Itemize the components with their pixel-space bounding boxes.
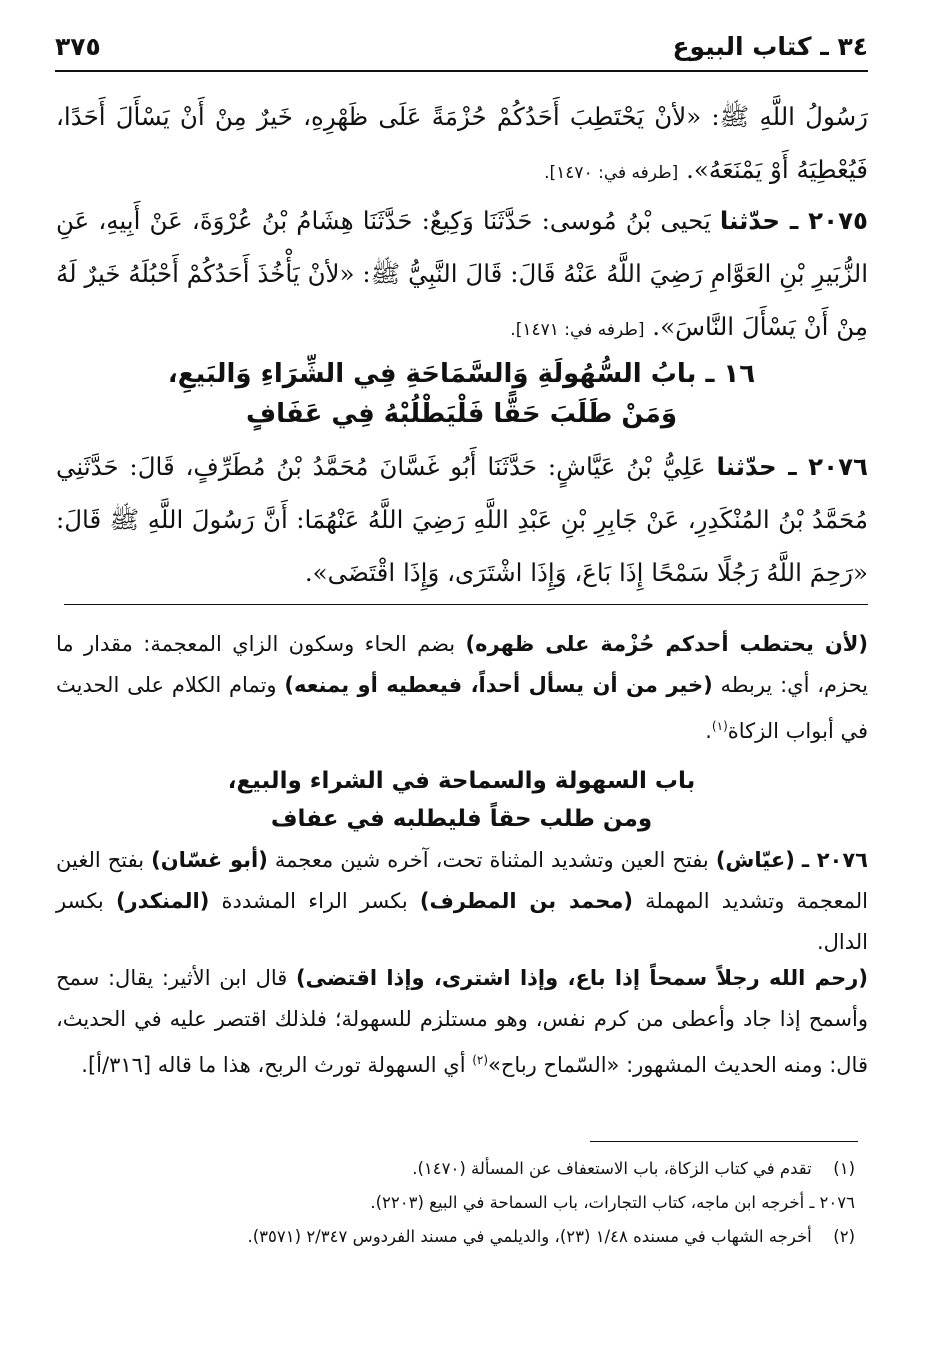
footnote-ref: (٢)	[472, 1053, 489, 1067]
chapter-title-line-2: ومن طلب حقاً فليطلبه في عفاف	[270, 806, 653, 832]
commentary-separator	[64, 604, 868, 605]
quoted-phrase: (عيّاش)	[715, 848, 795, 872]
page-header	[55, 30, 868, 72]
footnote-text: تقدم في كتاب الزكاة، باب الاستعفاف عن المسألة (١٤٧٠).	[412, 1159, 812, 1178]
chapter-title-line-1: باب السهولة والسماحة في الشراء والبيع،	[227, 768, 696, 794]
commentary-number: ٢٠٧٦ ـ	[801, 848, 869, 872]
commentary-text: قال ابن الأثير: يقال: سمح وأسمح إذا جاد وأعطى من كرم نفس، وهو مستلزم للسهولة؛ فلذلك اقتصر عليه في الحديث، قال: ومنه الحديث المشهور: «السّماح رباح»	[56, 966, 868, 1077]
footnote	[85, 1154, 855, 1184]
quoted-phrase: (محمد بن المطرف)	[419, 889, 633, 913]
commentary-text: بفتح الغين المعجمة وتشديد المهملة	[56, 848, 868, 913]
footnote-label: (١)	[833, 1159, 855, 1178]
hadith-2076	[56, 440, 868, 599]
book-title: ٣٤ ـ كتاب البيوع	[672, 32, 868, 61]
hadith-continuation	[56, 90, 868, 200]
commentary-text: بفتح العين وتشديد المثناة تحت، آخره شين معجمة	[267, 848, 716, 872]
hadith-text: يَحيى بْنُ مُوسى: حَدَّثَنَا وَكِيعٌ: حَدَّثَنَا هِشَامُ بْنُ عُرْوَةَ، عَنْ أَبِيهِ، عَنِ الزُّبَيرِ بْنِ العَوَّامِ رَضِيَ اللَّهُ عَنْهُ قَالَ: قَالَ النَّبِيُّ ﷺ: «لأنْ يَأْخُذَ أَحَدُكُمْ أَحْبُلَهُ خَيرٌ لَهُ مِنْ أَنْ يَسْأَلَ النَّاسَ».	[56, 206, 868, 341]
hadith-text: عَلِيُّ بْنُ عَيَّاشٍ: حَدَّثَنَا أَبُو غَسَّانَ مُحَمَّدُ بْنُ مُطَرِّفٍ، قَالَ: حَدَّثَنِي مُحَمَّدُ بْنُ المُنْكَدِرِ، عَنْ جَابِرِ بْنِ عَبْدِ اللَّهِ رَضِيَ اللَّهُ عَنْهُمَا: أَنَّ رَسُولَ اللَّهِ ﷺ قَالَ: «رَحِمَ اللَّهُ رَجُلًا سَمْحًا إِذَا بَاعَ، وَإِذَا اشْتَرَى، وَإِذَا اقْتَضَى».	[56, 452, 868, 587]
commentary-2076	[56, 840, 868, 963]
quoted-phrase: (أبو غسّان)	[151, 848, 268, 872]
tarf-reference: [طرفه في: ١٤٧٠].	[544, 163, 679, 183]
commentary-paragraph	[56, 624, 868, 752]
footnote-text: أخرجه ابن ماجه، كتاب التجارات، باب السماحة في البيع (٢٢٠٣).	[370, 1193, 805, 1212]
hadith-text: رَسُولُ اللَّهِ ﷺ: «لأنْ يَحْتَطِبَ أَحَدُكُمْ حُزْمَةً عَلَى ظَهْرِهِ، خَيرٌ مِنْ أَنْ يَسْأَلَ أَحَدًا، فَيُعْطِيَهُ أَوْ يَمْنَعَهُ».	[56, 102, 868, 184]
footnote-label: ٢٠٧٦ ـ	[809, 1193, 855, 1212]
commentary-text: بضم الحاء وسكون الزاي المعجمة: مقدار ما يحزم، أي: يربطه	[56, 632, 868, 697]
footnote-label: (٢)	[833, 1227, 855, 1246]
commentary-text: أي السهولة تورث الربح، هذا ما قاله [٣١٦/أ].	[81, 1053, 473, 1077]
quoted-phrase: (رحم الله رجلاً سمحاً إذا باع، وإذا اشترى، وإذا اقتضى)	[295, 966, 868, 990]
chapter-title-line-2: وَمَنْ طَلَبَ حَقًّا فَلْيَطْلُبْهُ فِي عَفَافٍ	[245, 399, 678, 429]
commentary-paragraph	[56, 958, 868, 1086]
quoted-phrase: (خير من أن يسأل أحداً، فيعطيه أو يمنعه)	[284, 673, 713, 697]
chapter-title-line-1: ١٦ ـ بابُ السُّهُولَةِ وَالسَّمَاحَةِ فِي الشِّرَاءِ وَالبَيعِ،	[167, 359, 756, 389]
footnote-ref: (١)	[711, 719, 728, 733]
hadith-2075	[56, 194, 868, 357]
chapter-heading	[55, 354, 868, 434]
commentary-text: .	[705, 719, 712, 743]
tarf-reference: [طرفه في: ١٤٧١].	[510, 320, 645, 340]
commentary-text: بكسر الدال.	[56, 889, 868, 954]
quoted-phrase: (المنكدر)	[115, 889, 210, 913]
quoted-phrase: (لأن يحتطب أحدكم حُزْمة على ظهره)	[465, 632, 869, 656]
hadith-number: ٢٠٧٦ ـ حدّثنا	[716, 452, 868, 481]
commentary-chapter-heading	[55, 762, 868, 838]
commentary-text: بكسر الراء المشددة	[209, 889, 420, 913]
footnote	[85, 1222, 855, 1252]
hadith-number: ٢٠٧٥ ـ حدّثنا	[719, 206, 868, 235]
page-number: ٣٧٥	[55, 32, 101, 61]
footnote-text: أخرجه الشهاب في مسنده ١/٤٨ (٢٣)، والديلمي في مسند الفردوس ٢/٣٤٧ (٣٥٧١).	[247, 1227, 812, 1246]
footnote-separator	[590, 1141, 858, 1142]
commentary-text: وتمام الكلام على الحديث في أبواب الزكاة	[56, 673, 868, 743]
footnote	[85, 1188, 855, 1218]
